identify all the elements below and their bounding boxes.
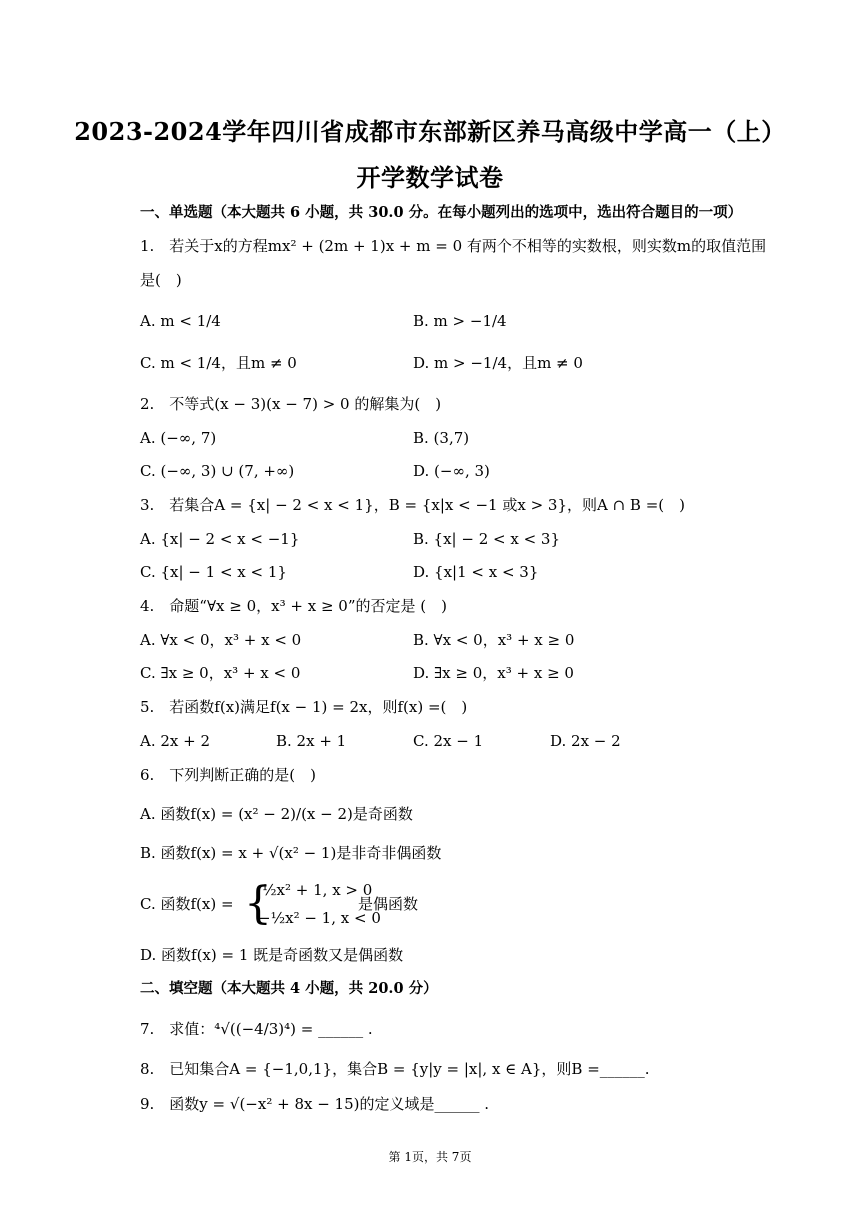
q4-option-b: B. ∀x < 0，x³ + x ≥ 0 (413, 631, 575, 649)
q7-stem: 7. 求值：⁴√((−4/3)⁴) = ______ . (140, 1020, 373, 1038)
q2-stem: 2. 不等式(x − 3)(x − 7) > 0 的解集为( ) (140, 395, 442, 413)
q6-option-a: A. 函数f(x) = (x² − 2)/(x − 2)是奇函数 (140, 805, 413, 823)
q4-option-a: A. ∀x < 0，x³ + x < 0 (140, 631, 302, 649)
q2-option-d: D. (−∞, 3) (413, 462, 490, 480)
section-single-choice: 一、单选题（本大题共 6 小题，共 30.0 分。在每小题列出的选项中，选出符合题目的一项） (140, 204, 743, 221)
page-footer: 第 1页，共 7页 (388, 1150, 472, 1164)
q5-option-d: D. 2x − 2 (550, 732, 621, 750)
q3-option-c: C. {x| − 1 < x < 1} (140, 563, 287, 581)
q1-option-d: D. m > −1/4，且m ≠ 0 (413, 354, 583, 372)
q5-option-a: A. 2x + 2 (140, 732, 211, 750)
q1-option-b: B. m > −1/4 (413, 312, 507, 330)
q6-stem: 6. 下列判断正确的是( ) (140, 766, 317, 784)
q6-option-d: D. 函数f(x) = 1 既是奇函数又是偶函数 (140, 946, 404, 964)
q1-option-c: C. m < 1/4，且m ≠ 0 (140, 354, 297, 372)
q6-option-c (140, 876, 560, 934)
q2-option-c: C. (−∞, 3) ∪ (7, +∞) (140, 462, 295, 480)
q6-option-c-case2: −½x² − 1, x < 0 (258, 909, 381, 927)
q6-option-c-suffix: 是偶函数 (358, 895, 419, 913)
q2-option-b: B. (3,7) (413, 429, 470, 447)
q8-stem: 8. 已知集合A = {−1,0,1}，集合B = {y|y = |x|, x ∈ A}，则B =______. (140, 1060, 650, 1078)
q4-stem: 4. 命题“∀x ≥ 0，x³ + x ≥ 0”的否定是 ( ) (140, 597, 447, 615)
q2-option-a: A. (−∞, 7) (140, 429, 217, 447)
piecewise-brace: { (244, 878, 272, 929)
exam-title-line1: 2023-2024学年四川省成都市东部新区养马高级中学高一（上） (74, 117, 786, 146)
q3-stem: 3. 若集合A = {x| − 2 < x < 1}，B = {x|x < −1 或x > 3}，则A ∩ B =( ) (140, 496, 685, 514)
q1-stem-line2: 是( ) (140, 271, 182, 289)
q3-option-d: D. {x|1 < x < 3} (413, 563, 539, 581)
q4-option-d: D. ∃x ≥ 0，x³ + x ≥ 0 (413, 664, 574, 682)
q9-stem: 9. 函数y = √(−x² + 8x − 15)的定义域是______ . (140, 1095, 490, 1113)
q5-option-b: B. 2x + 1 (276, 732, 347, 750)
exam-title-line2: 开学数学试卷 (356, 163, 504, 192)
q5-option-c: C. 2x − 1 (413, 732, 484, 750)
q6-option-b: B. 函数f(x) = x + √(x² − 1)是非奇非偶函数 (140, 844, 442, 862)
q4-option-c: C. ∃x ≥ 0，x³ + x < 0 (140, 664, 301, 682)
q3-option-a: A. {x| − 2 < x < −1} (140, 530, 300, 548)
q1-stem-line1: 1. 若关于x的方程mx² + (2m + 1)x + m = 0 有两个不相等的实数根，则实数m的取值范围 (140, 237, 767, 255)
q6-option-c-prefix: C. 函数f(x) = (140, 895, 234, 913)
q6-option-c-case1: ½x² + 1, x > 0 (262, 881, 373, 899)
section-fill-in: 二、填空题（本大题共 4 小题，共 20.0 分） (140, 980, 438, 997)
q5-stem: 5. 若函数f(x)满足f(x − 1) = 2x，则f(x) =( ) (140, 698, 468, 716)
q1-option-a: A. m < 1/4 (140, 312, 221, 330)
q3-option-b: B. {x| − 2 < x < 3} (413, 530, 561, 548)
